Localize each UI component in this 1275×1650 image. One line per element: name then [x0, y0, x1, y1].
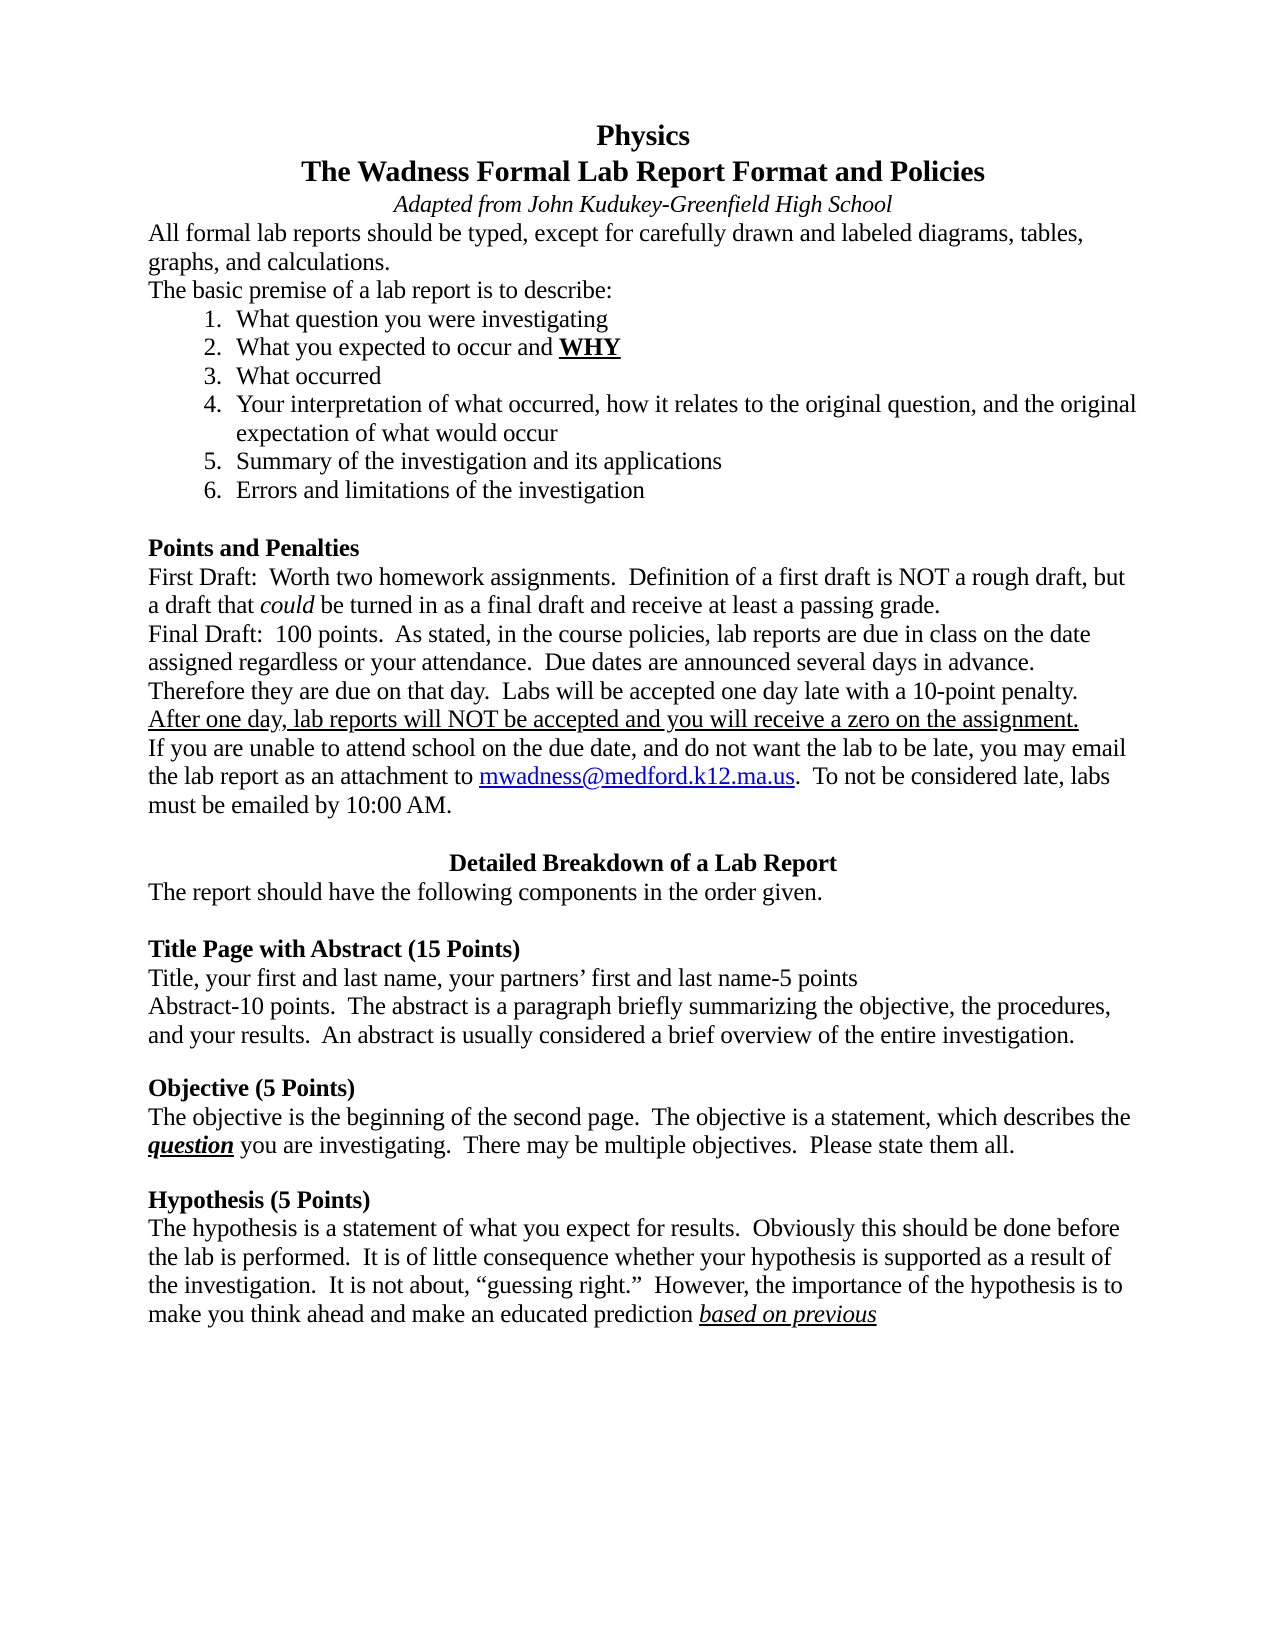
- email-link[interactable]: mwadness@medford.k12.ma.us: [479, 763, 795, 790]
- first-draft-text-1: First Draft: Worth two homework assignments. Definition of a first draft is NOT a rough draft, but a draft that: [148, 563, 1131, 619]
- course-title: Physics: [596, 119, 690, 152]
- email-text-2: . To not be considered late, labs must be emailed by 10:00 AM.: [148, 763, 1117, 819]
- hypothesis-emphasis: based on previous: [699, 1300, 877, 1328]
- first-draft-text-2: be turned in as a final draft and receive at least a passing grade.: [314, 592, 941, 619]
- premise-item-3-text: What occurred: [236, 362, 382, 390]
- premise-item-2-emphasis: WHY: [558, 334, 621, 361]
- premise-item-2: [228, 334, 1138, 363]
- final-draft-text: Final Draft: 100 points. As stated, in the course policies, lab reports are due in class on the date assigned regardless or your attendance. Due dates are announced several days in advance. Therefore they are due on that day. Labs will be accepted one day late with a 10-point penalty.: [148, 620, 1097, 705]
- premise-item-5-text: Summary of the investigation and its applications: [236, 448, 722, 475]
- hypothesis-text: The hypothesis is a statement of what you expect for results. Obviously this should be done before the lab is performed. It is of little consequence whether your hypothesis is supported as a result of the investigation. It is not about, “guessing right.” However, the importance of the hypothesis is to make you think ahead and make an educated prediction: [148, 1215, 1129, 1328]
- premise-item-1: [228, 306, 1138, 335]
- points-penalties-heading: Points and Penalties: [148, 535, 360, 562]
- final-draft-paragraph: [148, 621, 1138, 735]
- premise-item-1-text: What question you were investigating: [236, 305, 608, 333]
- objective-paragraph: [148, 1104, 1138, 1161]
- email-paragraph: [148, 735, 1138, 821]
- title-page-line: Title, your first and last name, your partners’ first and last name-5 points: [148, 964, 858, 992]
- premise-item-3: [228, 363, 1138, 392]
- title-page-heading: Title Page with Abstract (15 Points): [148, 936, 521, 963]
- premise-item-6-text: Errors and limitations of the investigation: [236, 476, 645, 504]
- premise-list: [148, 305, 1143, 506]
- document-title: The Wadness Formal Lab Report Format and Policies: [301, 155, 985, 188]
- objective-emphasis: question: [148, 1132, 234, 1159]
- premise-item-4: [228, 391, 1143, 448]
- first-draft-italic: could: [259, 592, 315, 619]
- premise-item-6: [228, 477, 1138, 506]
- title-page-abstract-paragraph: Abstract-10 points. The abstract is a paragraph briefly summarizing the objective, the procedures, and your results. An abstract is usually considered a brief overview of the entire investigation.: [148, 993, 1117, 1049]
- final-draft-underlined-sentence: After one day, lab reports will NOT be accepted and you will receive a zero on the assignment.: [148, 706, 1079, 733]
- hypothesis-paragraph: [148, 1215, 1138, 1329]
- premise-lead: The basic premise of a lab report is to describe:: [148, 277, 613, 304]
- objective-heading: Objective (5 Points): [148, 1075, 356, 1102]
- intro-paragraph: All formal lab reports should be typed, except for carefully drawn and labeled diagrams, tables, graphs, and calculations.: [148, 220, 1090, 276]
- breakdown-heading: Detailed Breakdown of a Lab Report: [449, 850, 837, 877]
- attribution-line: Adapted from John Kudukey-Greenfield High School: [393, 192, 893, 218]
- hypothesis-heading: Hypothesis (5 Points): [148, 1186, 371, 1214]
- premise-item-5: [228, 448, 1138, 477]
- objective-text-2: you are investigating. There may be multiple objectives. Please state them all.: [233, 1132, 1015, 1159]
- premise-item-4-text: Your interpretation of what occurred, how it relates to the original question, and the original expectation of what would occur: [236, 391, 1143, 447]
- first-draft-paragraph: [148, 564, 1138, 621]
- objective-text-1: The objective is the beginning of the second page. The objective is a statement, which describes the: [148, 1103, 1137, 1131]
- breakdown-lead: The report should have the following components in the order given.: [148, 878, 823, 906]
- email-text-1: If you are unable to attend school on the due date, and do not want the lab to be late, you may email the lab report as an attachment to: [148, 734, 1133, 790]
- premise-item-2-text: What you expected to occur and: [236, 334, 559, 361]
